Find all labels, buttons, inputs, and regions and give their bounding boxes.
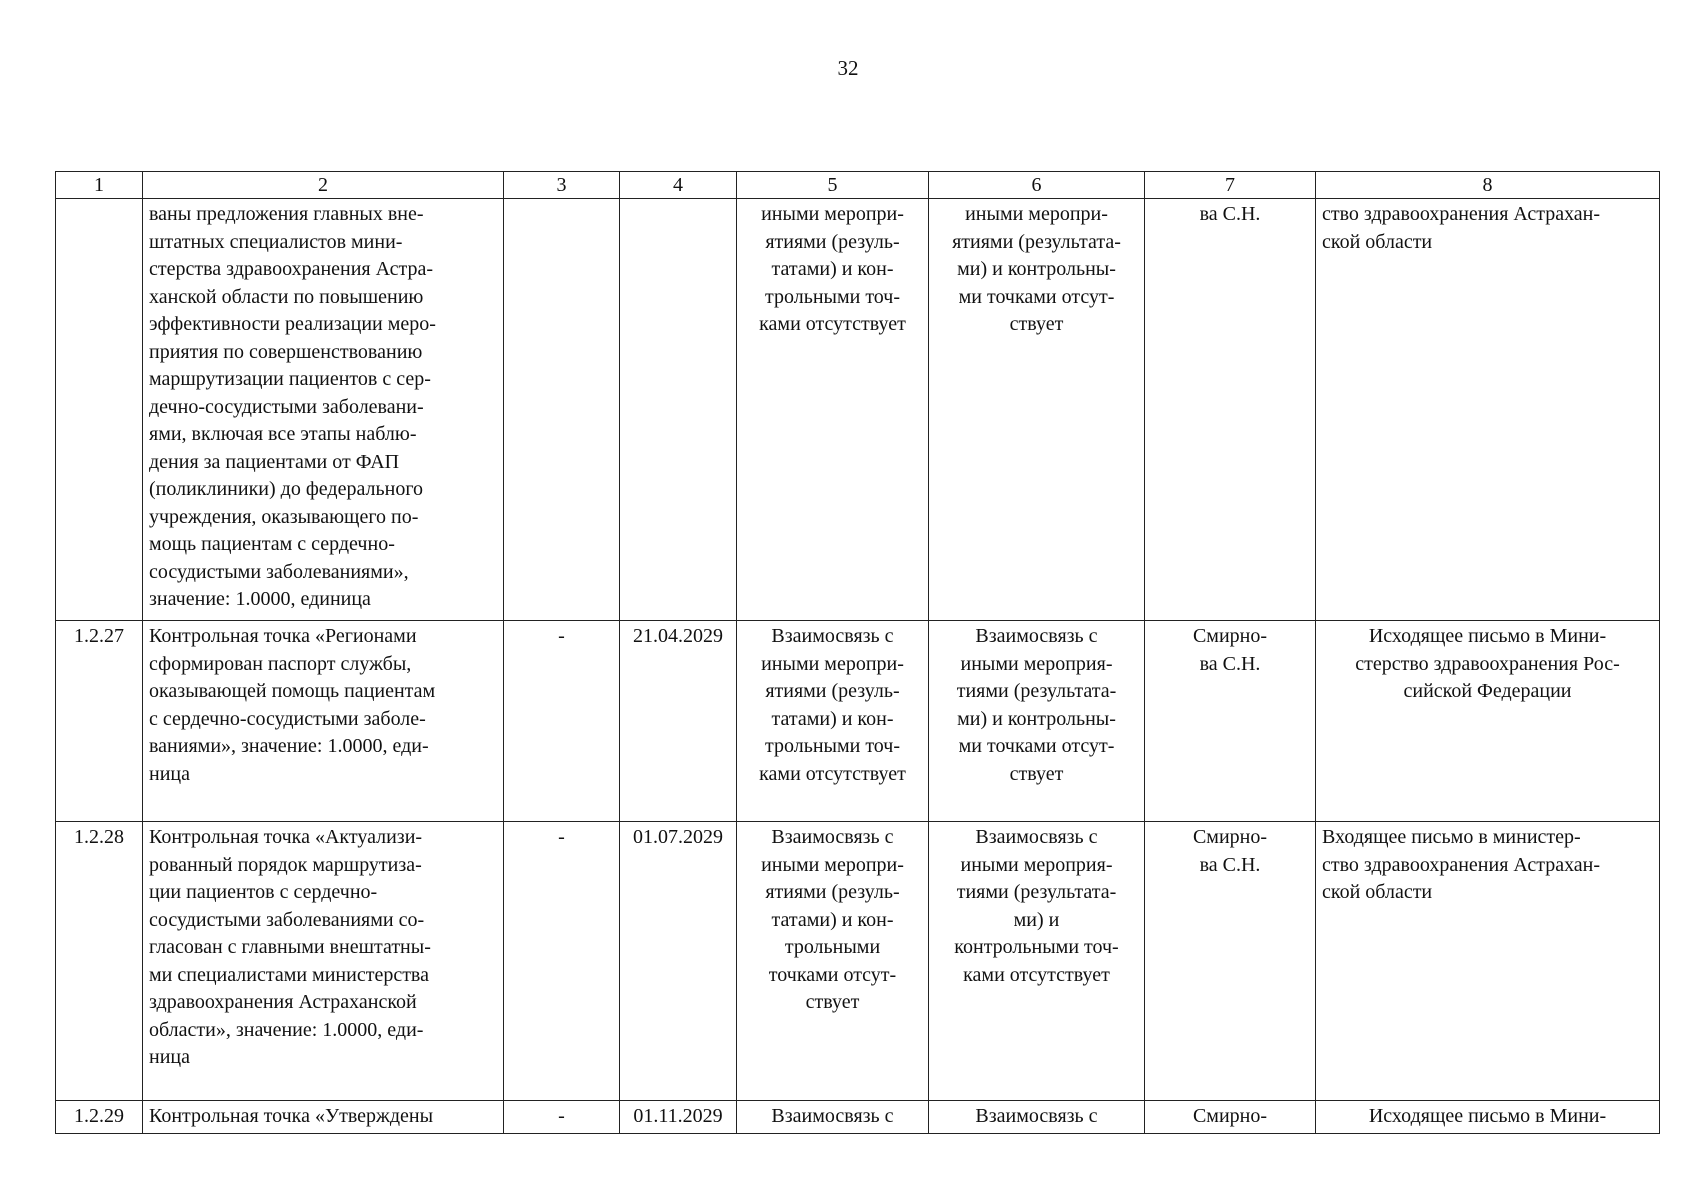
row-document: ство здравоохранения Астрахан- ской области <box>1316 199 1660 621</box>
row-number: 1.2.28 <box>56 822 143 1101</box>
column-header: 5 <box>737 172 929 199</box>
row-responsible: ва С.Н. <box>1145 199 1316 621</box>
row-number <box>56 199 143 621</box>
page-number: 32 <box>837 56 859 80</box>
row-col6: Взаимосвязь с иными мероприя- тиями (результата- ми) и контрольными точ- ками отсутствует <box>929 822 1145 1101</box>
row-col5: иными меропри- ятиями (резуль- татами) и кон- трольными точ- ками отсутствует <box>737 199 929 621</box>
row-date <box>620 199 737 621</box>
row-col6: иными меропри- ятиями (результата- ми) и контрольны- ми точками отсут- ствует <box>929 199 1145 621</box>
table-row <box>56 822 1660 1101</box>
row-document: Исходящее письмо в Мини- стерство здравоохранения Рос- сийской Федерации <box>1316 621 1660 822</box>
row-responsible: Смирно- ва С.Н. <box>1145 621 1316 822</box>
row-col5: Взаимосвязь с <box>737 1101 929 1134</box>
column-header: 2 <box>143 172 504 199</box>
measures-table <box>55 171 1660 1134</box>
row-date: 21.04.2029 <box>620 621 737 822</box>
row-col5: Взаимосвязь с иными меропри- ятиями (резуль- татами) и кон- трольными точками отсут- ствует <box>737 822 929 1101</box>
row-description: ваны предложения главных вне- штатных специалистов мини- стерства здравоохранения Астра- ханской области по повышению эффективности реализации меро- приятия по совершенствованию маршрутизации пациентов с сер- дечно-сосудистыми заболевани- ями, включая все этапы наблю- дения за пациентами от ФАП (поликлиники) до федерального учреждения, оказывающего по- мощь пациентам с сердечно- сосудистыми заболеваниями», значение: 1.0000, единица <box>143 199 504 621</box>
row-date: 01.11.2029 <box>620 1101 737 1134</box>
row-col5: Взаимосвязь с иными меропри- ятиями (резуль- татами) и кон- трольными точ- ками отсутствует <box>737 621 929 822</box>
column-header: 7 <box>1145 172 1316 199</box>
row-col6: Взаимосвязь с иными мероприя- тиями (результата- ми) и контрольны- ми точками отсут- ствует <box>929 621 1145 822</box>
column-header: 6 <box>929 172 1145 199</box>
row-number: 1.2.29 <box>56 1101 143 1134</box>
table-header-row <box>56 172 1660 199</box>
row-col3 <box>504 199 620 621</box>
row-number: 1.2.27 <box>56 621 143 822</box>
column-header: 8 <box>1316 172 1660 199</box>
table-row <box>56 199 1660 621</box>
row-col3: - <box>504 621 620 822</box>
column-header: 1 <box>56 172 143 199</box>
row-document: Исходящее письмо в Мини- <box>1316 1101 1660 1134</box>
row-description: Контрольная точка «Актуализи- рованный порядок маршрутиза- ции пациентов с сердечно- сосудистыми заболеваниями со- гласован с главными внештатны- ми специалистами министерства здравоохранения Астраханской области», значение: 1.0000, еди- ница <box>143 822 504 1101</box>
table-row <box>56 621 1660 822</box>
column-header: 4 <box>620 172 737 199</box>
row-description: Контрольная точка «Утверждены <box>143 1101 504 1134</box>
row-date: 01.07.2029 <box>620 822 737 1101</box>
row-col3: - <box>504 1101 620 1134</box>
column-header: 3 <box>504 172 620 199</box>
row-col6: Взаимосвязь с <box>929 1101 1145 1134</box>
row-document: Входящее письмо в министер- ство здравоохранения Астрахан- ской области <box>1316 822 1660 1101</box>
row-responsible: Смирно- ва С.Н. <box>1145 822 1316 1101</box>
table-row <box>56 1101 1660 1134</box>
row-responsible: Смирно- <box>1145 1101 1316 1134</box>
row-description: Контрольная точка «Регионами сформирован паспорт службы, оказывающей помощь пациентам с сердечно-сосудистыми заболе- ваниями», значение: 1.0000, еди- ница <box>143 621 504 822</box>
row-col3: - <box>504 822 620 1101</box>
